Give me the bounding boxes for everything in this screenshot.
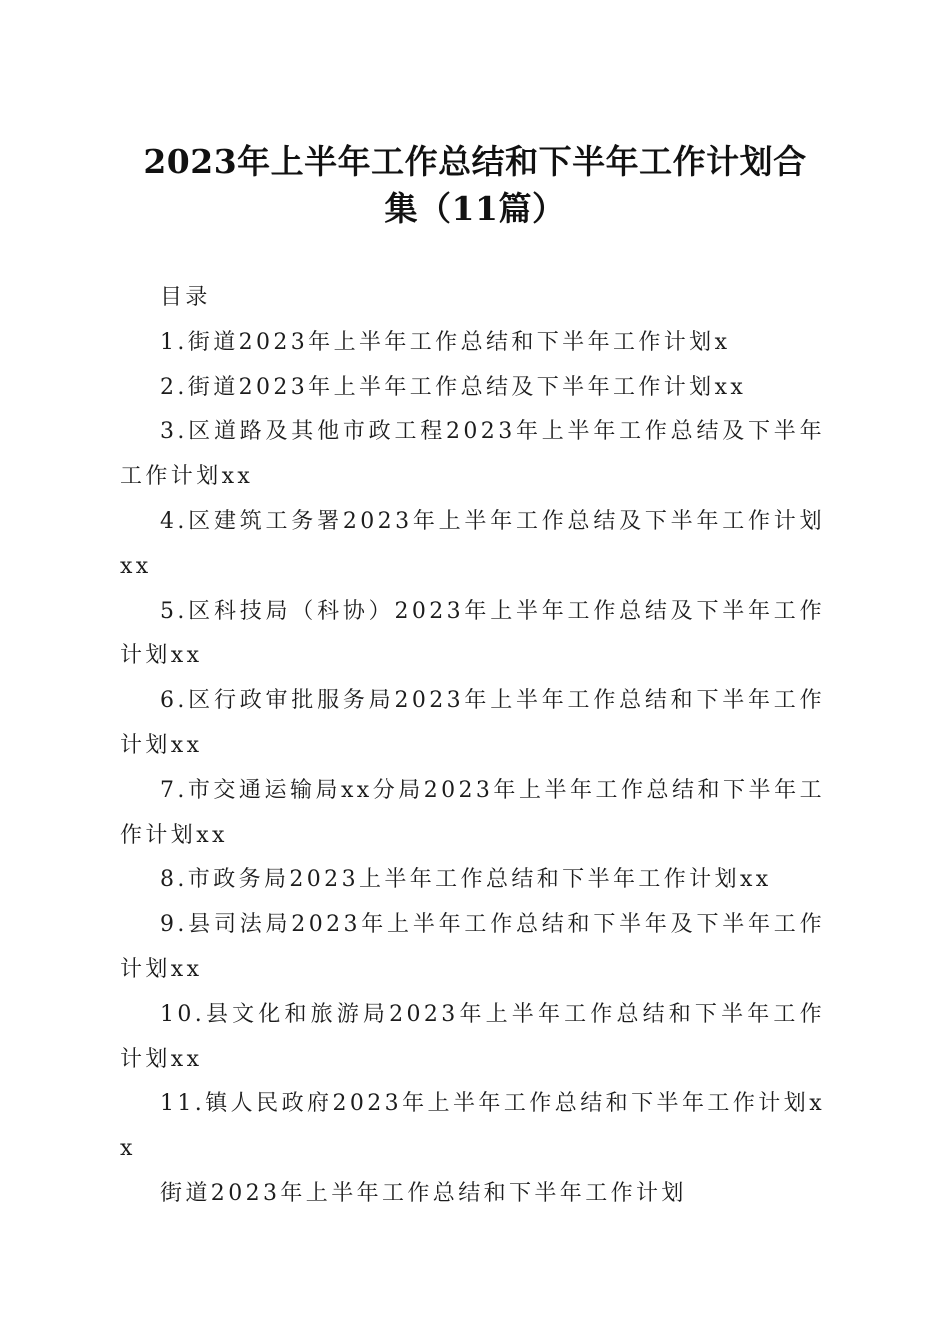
toc-item-3: 3.区道路及其他市政工程2023年上半年工作总结及下半年工作计划xx [120,419,825,490]
toc-heading: 目录 [160,285,211,310]
toc-item-9: 9.县司法局2023年上半年工作总结和下半年及下半年工作计划xx [120,912,825,982]
toc-item-2: 2.街道2023年上半年工作总结及下半年工作计划xx [160,374,747,400]
table-of-contents [120,276,825,1217]
toc-item-10: 10.县文化和旅游局2023年上半年工作总结和下半年工作计划xx [120,1001,825,1072]
toc-item-11: 11.镇人民政府2023年上半年工作总结和下半年工作计划xx [120,1091,825,1162]
toc-item-7: 7.市交通运输局xx分局2023年上半年工作总结和下半年工作计划xx [120,777,825,848]
toc-item-8: 8.市政务局2023上半年工作总结和下半年工作计划xx [160,867,772,893]
toc-item-5: 5.区科技局（科协）2023年上半年工作总结及下半年工作计划xx [120,598,825,669]
title-line-2: 集（11篇） [384,189,566,228]
toc-item-4: 4.区建筑工务署2023年上半年工作总结及下半年工作计划xx [120,508,825,579]
title-line-1: 2023年上半年工作总结和下半年工作计划合 [143,142,807,181]
section-heading: 街道2023年上半年工作总结和下半年工作计划 [160,1180,687,1206]
toc-item-1: 1.街道2023年上半年工作总结和下半年工作计划x [160,329,731,355]
document-title [120,138,830,232]
toc-item-6: 6.区行政审批服务局2023年上半年工作总结和下半年工作计划xx [120,688,825,758]
